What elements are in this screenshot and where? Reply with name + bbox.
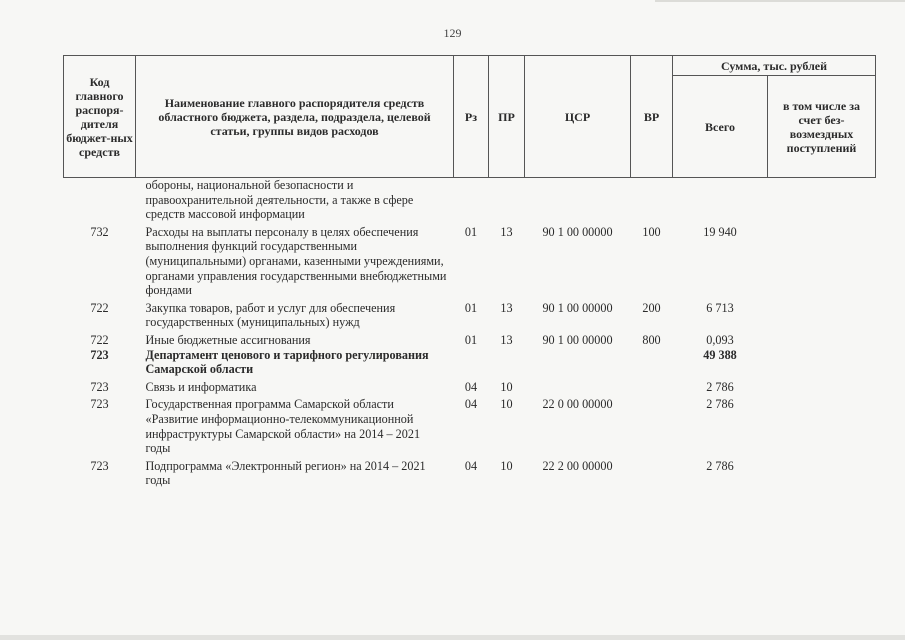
cell-name: Государственная программа Самарской области «Развитие информационно-телекоммуникационной инфраструктуры Самарской области» на 2014 – 2021 годы: [145, 397, 421, 456]
cell-vr: [631, 348, 673, 377]
cell-vr: [631, 456, 673, 488]
cell-vsego: 2 786: [706, 379, 734, 394]
cell-bezvozm: [768, 456, 876, 488]
cell-name: обороны, национальной безопасности и правоохранительной деятельности, а также в сфере средств массовой информации: [145, 178, 414, 222]
cell-csr: 90 1 00 00000: [542, 332, 613, 347]
cell-pr: 10: [500, 458, 513, 473]
table-row: [64, 222, 876, 298]
cell-pr: 13: [500, 300, 513, 315]
scan-bottom-edge: [0, 635, 905, 640]
scan-top-edge: [655, 0, 905, 2]
cell-name: Департамент ценового и тарифного регулирования Самарской области: [145, 347, 429, 377]
table-body: [64, 178, 876, 488]
cell-rz: 04: [464, 458, 478, 473]
cell-vsego: 2 786: [706, 397, 734, 412]
header-rz: Рз: [454, 56, 489, 178]
cell-rz: 01: [464, 332, 478, 347]
cell-vr: 800: [642, 332, 661, 347]
table-row: [64, 394, 876, 455]
cell-csr: [525, 377, 631, 395]
cell-vr: [631, 377, 673, 395]
cell-vr: [631, 178, 673, 222]
cell-csr: [525, 348, 631, 377]
cell-rz: 01: [464, 224, 478, 239]
cell-csr: 90 1 00 00000: [542, 300, 613, 315]
cell-name: Расходы на выплаты персоналу в целях обеспечения выполнения функций государственными (муниципальными) органами, казенными учреждениями, органами управления государственными внебюджетными фондами: [145, 224, 447, 298]
cell-name: Связь и информатика: [145, 379, 257, 394]
header-sum: Сумма, тыс. рублей: [673, 56, 876, 76]
cell-kod: 723: [90, 458, 109, 473]
cell-kod: 723: [90, 379, 109, 394]
table-row: [64, 348, 876, 377]
cell-vsego: 2 786: [706, 458, 734, 473]
header-kod: Код главного распоря-дителя бюджет-ных средств: [64, 56, 136, 178]
cell-pr: 13: [500, 224, 513, 239]
table-row: [64, 456, 876, 488]
cell-bezvozm: [768, 298, 876, 330]
cell-pr: 13: [500, 332, 513, 347]
table-header: [64, 56, 876, 178]
cell-vsego: [673, 178, 768, 222]
header-bezvozm: в том числе за счет без-возмездных поступлений: [768, 76, 876, 178]
header-vr: ВР: [631, 56, 673, 178]
cell-pr: 10: [500, 397, 513, 412]
cell-bezvozm: [768, 394, 876, 455]
cell-name: Закупка товаров, работ и услуг для обеспечения государственных (муниципальных) нужд: [145, 300, 396, 330]
cell-bezvozm: [768, 178, 876, 222]
cell-bezvozm: [768, 377, 876, 395]
cell-vsego: 6 713: [706, 300, 734, 315]
cell-kod: 723: [90, 397, 109, 412]
cell-rz: [454, 348, 489, 377]
cell-rz: 04: [464, 379, 478, 394]
cell-rz: 04: [464, 397, 478, 412]
cell-kod: 722: [90, 332, 109, 347]
cell-csr: 22 0 00 00000: [542, 397, 613, 412]
cell-csr: [525, 178, 631, 222]
table-row: [64, 377, 876, 395]
cell-vsego: 0,093: [706, 332, 734, 347]
table-row: [64, 178, 876, 222]
cell-name: Подпрограмма «Электронный регион» на 2014 – 2021 годы: [145, 458, 426, 488]
cell-vr: 200: [642, 300, 661, 315]
cell-kod: 722: [90, 300, 109, 315]
table-row: [64, 330, 876, 348]
cell-vr: 100: [642, 224, 661, 239]
cell-bezvozm: [768, 348, 876, 377]
table-row: [64, 298, 876, 330]
cell-bezvozm: [768, 222, 876, 298]
cell-csr: 90 1 00 00000: [542, 224, 613, 239]
cell-vsego: 49 388: [703, 347, 737, 362]
header-csr: ЦСР: [525, 56, 631, 178]
cell-kod: [64, 178, 136, 222]
budget-table: [63, 55, 876, 488]
header-pr: ПР: [489, 56, 525, 178]
cell-pr: [489, 348, 525, 377]
cell-vsego: 19 940: [703, 224, 737, 239]
header-vsego: Всего: [673, 76, 768, 178]
cell-bezvozm: [768, 330, 876, 348]
cell-rz: 01: [464, 300, 478, 315]
cell-vr: [631, 394, 673, 455]
cell-pr: [489, 178, 525, 222]
cell-csr: 22 2 00 00000: [542, 458, 613, 473]
header-name: Наименование главного распорядителя средств областного бюджета, раздела, подраздела, целевой статьи, группы видов расходов: [136, 56, 454, 178]
page-number: 129: [443, 26, 462, 40]
cell-rz: [454, 178, 489, 222]
cell-kod: 732: [90, 224, 109, 239]
cell-pr: 10: [500, 379, 513, 394]
cell-kod: 723: [90, 347, 109, 362]
cell-name: Иные бюджетные ассигнования: [145, 332, 311, 347]
